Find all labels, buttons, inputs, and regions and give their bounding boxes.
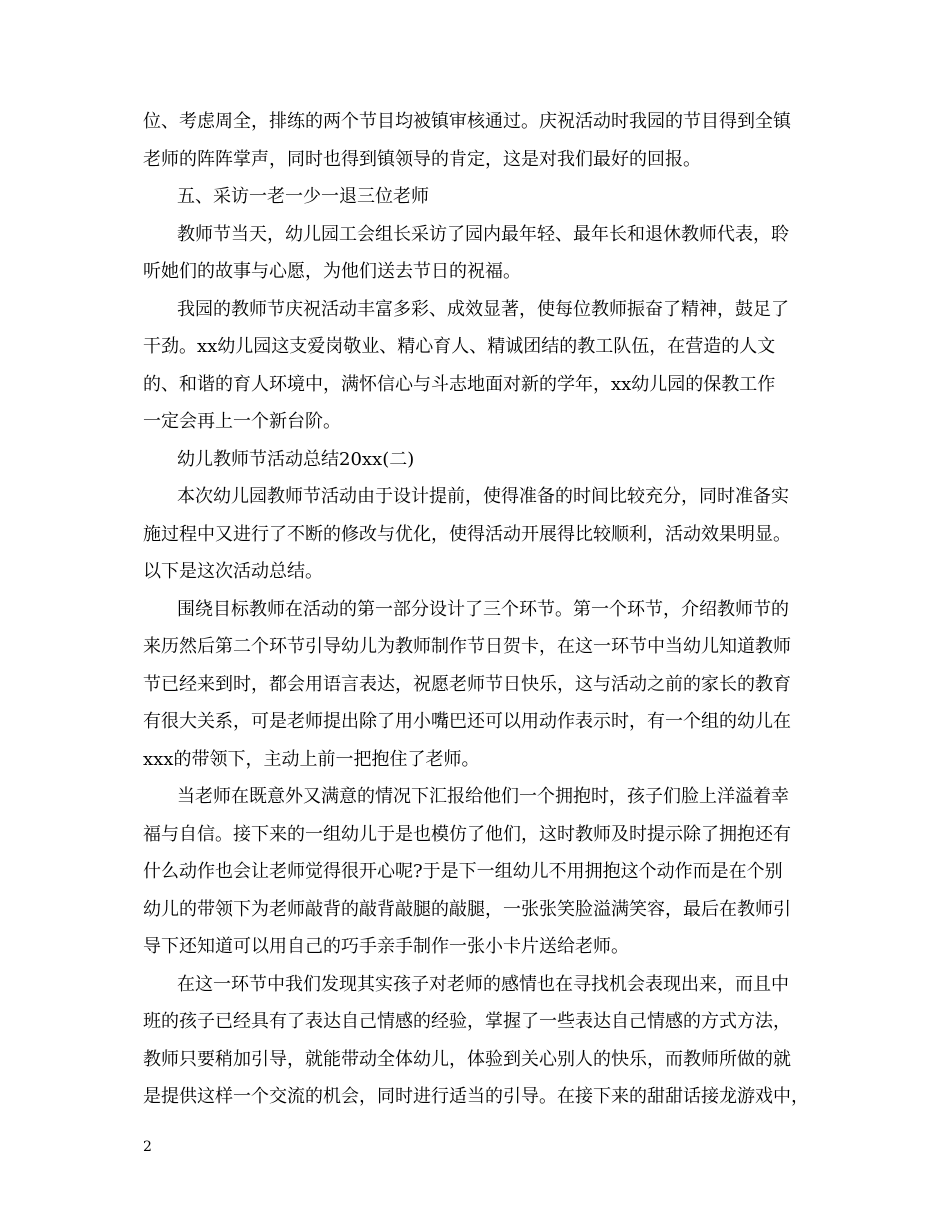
text-line: 我园的教师节庆祝活动丰富多彩、成效显著，使每位教师振奋了精神，鼓足了: [177, 298, 789, 320]
text-line: 干劲。xx幼儿园这支爱岗敬业、精心育人、精诚团结的教工队伍，在营造的人文: [143, 336, 776, 357]
text-line: xxx的带领下，主动上前一把抱住了老师。: [143, 748, 480, 770]
text-line: 什么动作也会让老师觉得很开心呢?于是下一组幼儿不用拥抱这个动作而是在个别: [143, 861, 783, 882]
text-line: 教师节当天，幼儿园工会组长采访了园内最年轻、最年长和退休教师代表，聆: [177, 223, 789, 245]
text-line: 班的孩子已经具有了表达自己情感的经验，掌握了一些表达自己情感的方式方法，: [143, 1011, 791, 1032]
text-line: 来历然后第二个环节引导幼儿为教师制作节日贺卡，在这一环节中当幼儿知道教师: [143, 636, 791, 657]
text-line: 听她们的故事与心愿，为他们送去节日的祝福。: [143, 261, 521, 282]
text-line: 当老师在既意外又满意的情况下汇报给他们一个拥抱时，孩子们脸上洋溢着幸: [177, 786, 789, 807]
text-line: 幼儿的带领下为老师敲背的敲背敲腿的敲腿，一张张笑脸溢满笑容，最后在教师引: [143, 898, 791, 920]
text-line: 的、和谐的育人环境中，满怀信心与斗志地面对新的学年，xx幼儿园的保教工作: [143, 373, 776, 395]
text-line: 本次幼儿园教师节活动由于设计提前，使得准备的时间比较充分，同时准备实: [177, 486, 789, 507]
section-heading: 幼儿教师节活动总结20xx(二): [177, 448, 415, 470]
text-line: 福与自信。接下来的一组幼儿于是也模仿了他们，这时教师及时提示除了拥抱还有: [143, 823, 791, 845]
text-line: 有很大关系，可是老师提出除了用小嘴巴还可以用动作表示时，有一个组的幼儿在: [143, 711, 791, 732]
page-number: 2: [143, 1139, 152, 1155]
text-line: 导下还知道可以用自己的巧手亲手制作一张小卡片送给老师。: [143, 936, 629, 957]
text-line: 教师只要稍加引导，就能带动全体幼儿，体验到关心别人的快乐，而教师所做的就: [143, 1048, 791, 1070]
text-line: 节已经来到时，都会用语言表达，祝愿老师节日快乐，这与活动之前的家长的教育: [143, 673, 791, 695]
text-line: 一定会再上一个新台阶。: [143, 411, 341, 432]
text-line: 施过程中又进行了不断的修改与优化，使得活动开展得比较顺利，活动效果明显。: [143, 523, 791, 545]
text-line: 在这一环节中我们发现其实孩子对老师的感情也在寻找机会表现出来，而且中: [177, 973, 789, 995]
text-line: 围绕目标教师在活动的第一部分设计了三个环节。第一个环节，介绍教师节的: [177, 598, 789, 620]
text-line: 老师的阵阵掌声，同时也得到镇领导的肯定，这是对我们最好的回报。: [143, 148, 701, 170]
text-line: 位、考虑周全，排练的两个节目均被镇审核通过。庆祝活动时我园的节目得到全镇: [143, 111, 791, 132]
section-heading: 五、采访一老一少一退三位老师: [177, 186, 429, 207]
text-line: 以下是这次活动总结。: [143, 561, 323, 582]
text-line: 是提供这样一个交流的机会，同时进行适当的引导。在接下来的甜甜话接龙游戏中，: [143, 1086, 809, 1107]
